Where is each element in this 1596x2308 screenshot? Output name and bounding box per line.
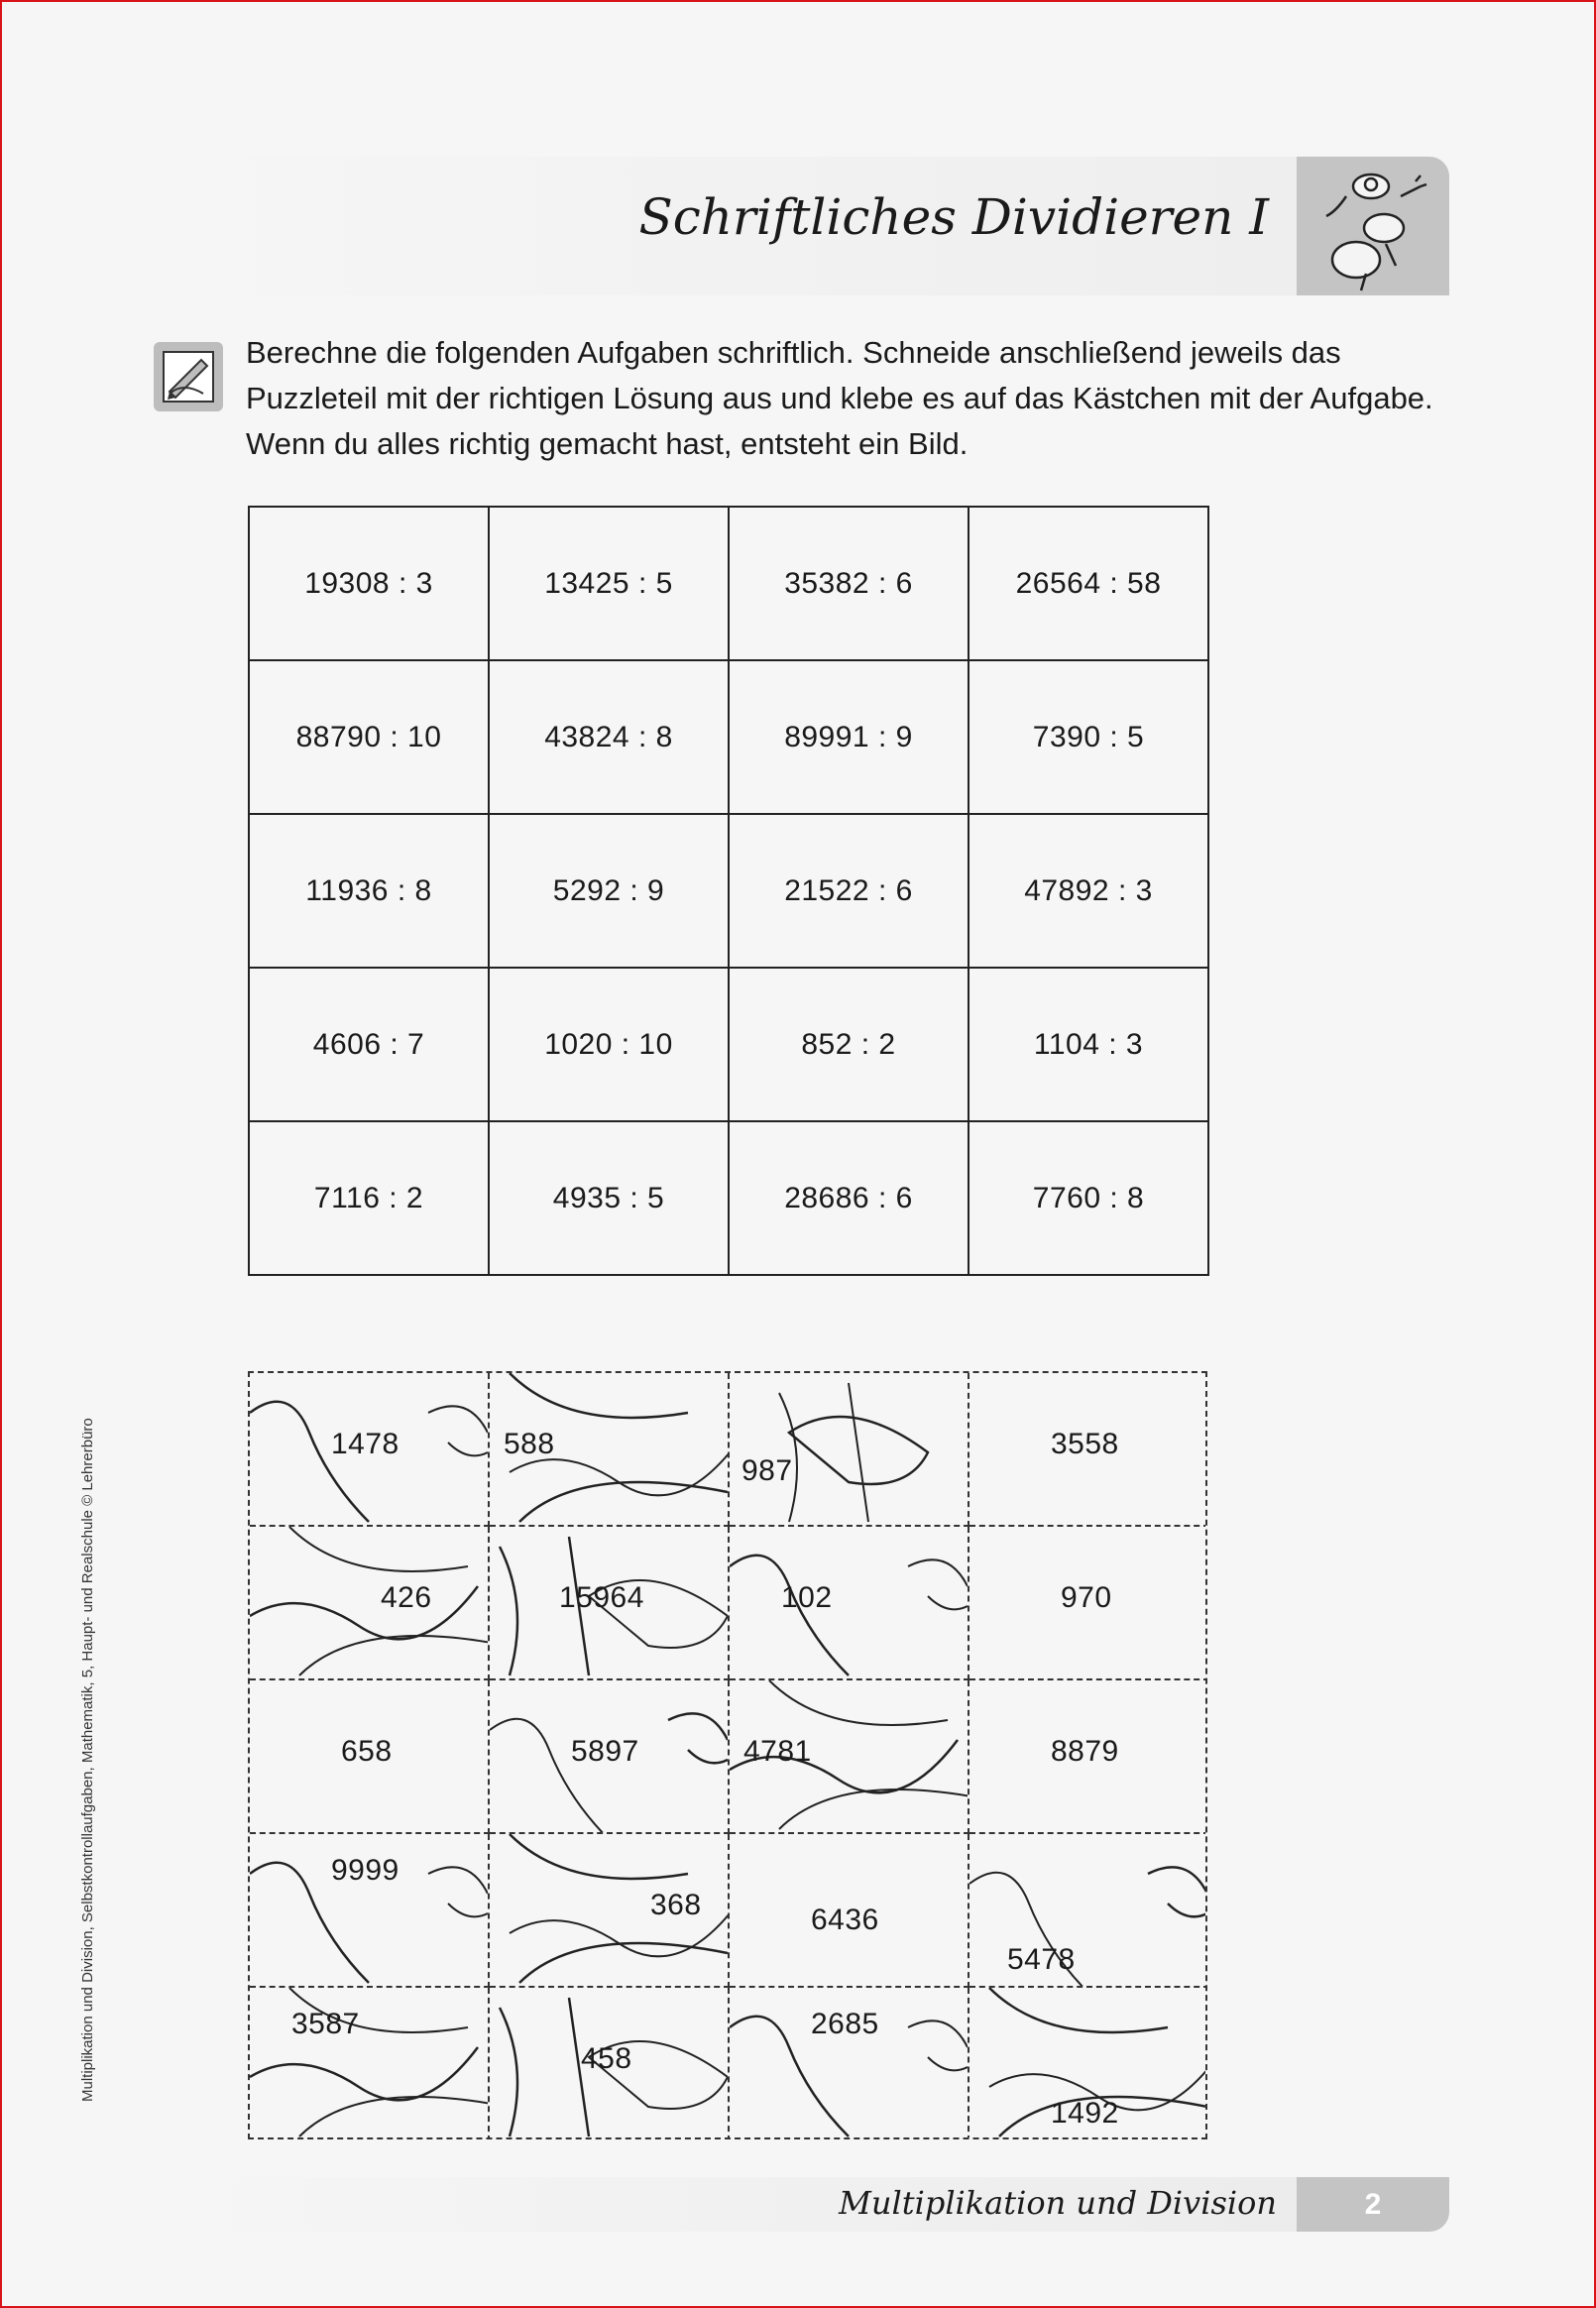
puzzle-piece xyxy=(250,1680,490,1834)
page-title: Schriftliches Dividieren I xyxy=(638,188,1269,246)
puzzle-piece xyxy=(969,1680,1207,1834)
puzzle-solution: 658 xyxy=(341,1735,393,1768)
table-row xyxy=(249,660,1208,814)
task-cell: 7116 : 2 xyxy=(249,1121,489,1275)
puzzle-piece xyxy=(490,1834,730,1988)
puzzle-sketch xyxy=(250,1527,490,1680)
puzzle-solution: 970 xyxy=(1061,1581,1112,1614)
puzzle-sketch xyxy=(730,1527,969,1680)
table-row xyxy=(249,507,1208,660)
juggling-figure-icon xyxy=(1297,157,1449,295)
table-row xyxy=(249,814,1208,968)
task-cell: 28686 : 6 xyxy=(729,1121,969,1275)
puzzle-piece xyxy=(490,1527,730,1680)
puzzle-solution: 15964 xyxy=(559,1581,644,1614)
puzzle-piece xyxy=(969,1988,1207,2139)
puzzle-sketch xyxy=(730,1373,969,1527)
task-cell: 26564 : 58 xyxy=(969,507,1208,660)
task-cell: 1104 : 3 xyxy=(969,968,1208,1121)
puzzle-solution: 588 xyxy=(504,1428,555,1460)
task-cell: 1020 : 10 xyxy=(489,968,729,1121)
puzzle-piece xyxy=(250,1527,490,1680)
puzzle-piece xyxy=(969,1834,1207,1988)
table-row xyxy=(249,968,1208,1121)
task-cell: 19308 : 3 xyxy=(249,507,489,660)
puzzle-solution: 368 xyxy=(650,1889,702,1921)
puzzle-solution: 458 xyxy=(581,2042,632,2075)
task-cell: 5292 : 9 xyxy=(489,814,729,968)
task-cell: 13425 : 5 xyxy=(489,507,729,660)
puzzle-solution: 3558 xyxy=(1051,1428,1119,1460)
footer-title: Multiplikation und Division xyxy=(839,2184,1277,2222)
page-number: 2 xyxy=(1297,2177,1449,2232)
task-cell: 89991 : 9 xyxy=(729,660,969,814)
puzzle-solution: 4781 xyxy=(743,1735,812,1768)
puzzle-solution: 3587 xyxy=(291,2008,360,2040)
puzzle-piece xyxy=(969,1373,1207,1527)
puzzle-piece xyxy=(490,1680,730,1834)
task-cell: 852 : 2 xyxy=(729,968,969,1121)
task-cell: 35382 : 6 xyxy=(729,507,969,660)
task-cell: 88790 : 10 xyxy=(249,660,489,814)
puzzle-solution: 2685 xyxy=(811,2008,879,2040)
task-cell: 21522 : 6 xyxy=(729,814,969,968)
puzzle-piece xyxy=(730,1373,969,1527)
task-cell: 7390 : 5 xyxy=(969,660,1208,814)
puzzle-piece xyxy=(730,1680,969,1834)
task-cell: 4935 : 5 xyxy=(489,1121,729,1275)
task-instruction: Berechne die folgenden Aufgaben schriftlich. Schneide anschließend jeweils das Puzzleteil mit der richtigen Lösung aus und klebe es auf das Kästchen mit der Aufgabe. Wenn du alles richtig gemacht hast, entsteht ein Bild. xyxy=(246,335,1433,461)
puzzle-piece xyxy=(969,1527,1207,1680)
puzzle-piece xyxy=(730,1834,969,1988)
puzzle-piece xyxy=(730,1527,969,1680)
task-cell: 47892 : 3 xyxy=(969,814,1208,968)
puzzle-grid xyxy=(248,1371,1207,2139)
puzzle-piece xyxy=(250,1373,490,1527)
puzzle-piece xyxy=(250,1834,490,1988)
puzzle-solution: 1478 xyxy=(331,1428,399,1460)
puzzle-solution: 6436 xyxy=(811,1904,879,1936)
puzzle-solution: 8879 xyxy=(1051,1735,1119,1768)
puzzle-solution: 1492 xyxy=(1051,2097,1119,2130)
pencil-writing-icon xyxy=(154,342,223,411)
puzzle-piece xyxy=(730,1988,969,2139)
puzzle-solution: 5478 xyxy=(1007,1943,1076,1976)
puzzle-sketch xyxy=(250,1988,490,2139)
puzzle-sketch xyxy=(969,1834,1207,1988)
task-cell: 7760 : 8 xyxy=(969,1121,1208,1275)
puzzle-piece xyxy=(490,1373,730,1527)
puzzle-solution: 9999 xyxy=(331,1854,399,1887)
puzzle-piece xyxy=(490,1988,730,2139)
puzzle-piece xyxy=(250,1988,490,2139)
task-table xyxy=(248,506,1209,1276)
copyright-note: Multiplikation und Division, Selbstkontrollaufgaben, Mathematik, 5, Haupt- und Realschule © Lehrerbüro xyxy=(79,1418,96,2102)
task-cell: 11936 : 8 xyxy=(249,814,489,968)
table-row xyxy=(249,1121,1208,1275)
puzzle-solution: 102 xyxy=(781,1581,833,1614)
task-cell: 43824 : 8 xyxy=(489,660,729,814)
puzzle-solution: 5897 xyxy=(571,1735,639,1768)
puzzle-solution: 987 xyxy=(741,1454,793,1487)
puzzle-solution: 426 xyxy=(381,1581,432,1614)
task-cell: 4606 : 7 xyxy=(249,968,489,1121)
